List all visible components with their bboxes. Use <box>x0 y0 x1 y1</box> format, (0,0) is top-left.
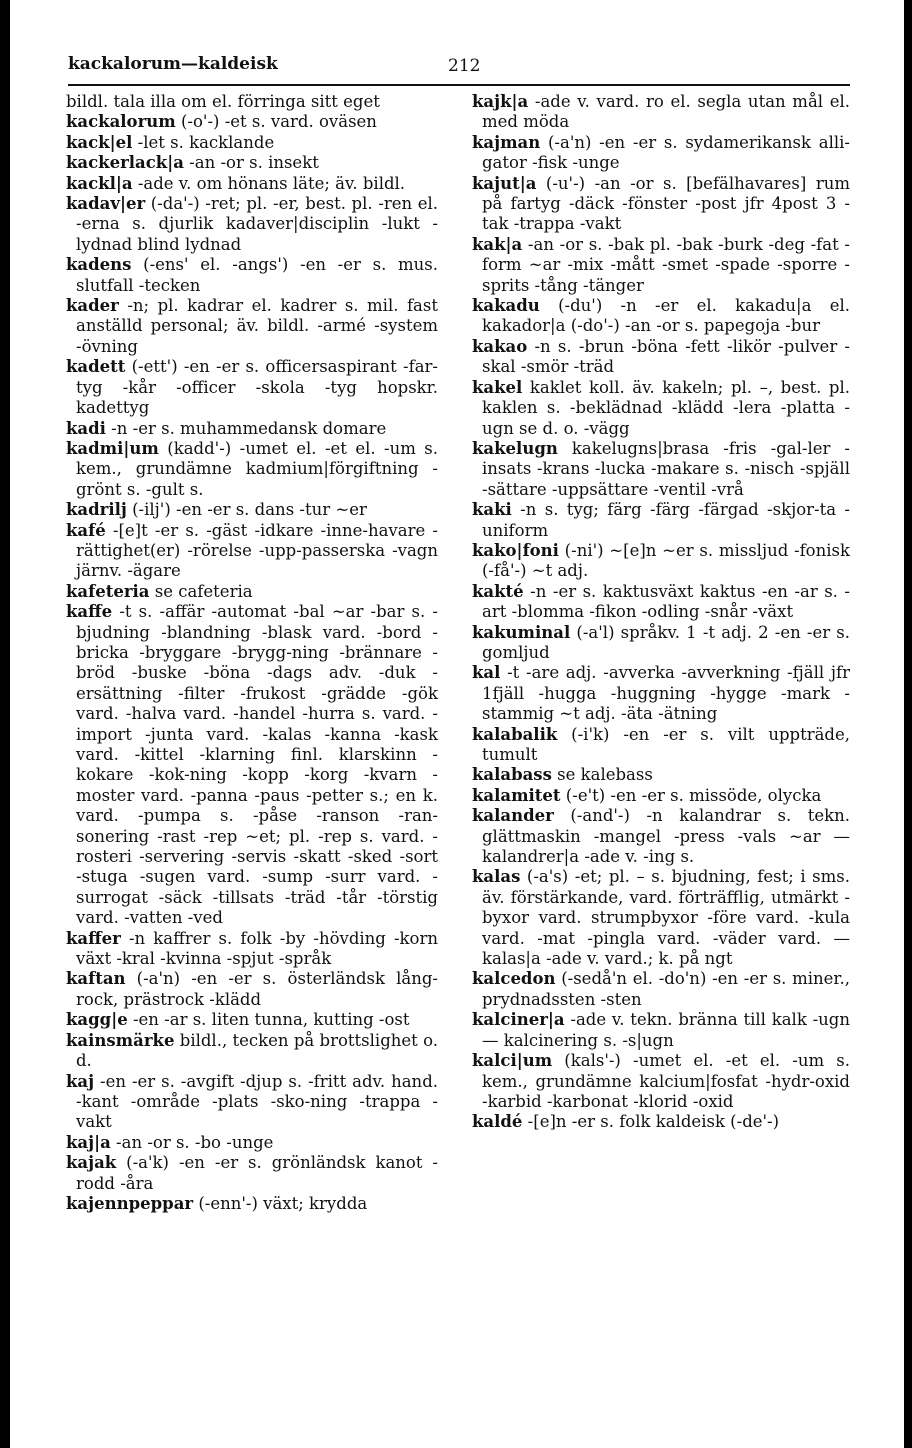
entry-headword: kaj <box>66 1071 95 1091</box>
entry-headword: kaffe <box>66 602 113 622</box>
dictionary-entry <box>66 1194 438 1214</box>
entry-headword: kaj|a <box>66 1132 111 1152</box>
entry-text: (-du') -n -er el. kakadu|a el. kakador|a (-do'-) -an -or s. papegoja -bur <box>482 296 850 336</box>
entry-text: -n -er s. kaktusväxt kaktus -en -ar s. -art -blomma -fikon -odling -snår -växt <box>482 581 850 622</box>
entry-headword: kalander <box>472 806 554 826</box>
dictionary-entry <box>66 92 438 112</box>
entry-text: (-a'n) -en -er s. sydamerikansk alli-gator -fisk -unge <box>482 132 850 173</box>
entry-headword: kagg|e <box>66 1010 128 1030</box>
entry-headword: kalas <box>472 867 521 887</box>
left-column <box>66 92 438 1214</box>
dictionary-entry <box>66 296 438 357</box>
entry-headword: kakelugn <box>472 438 558 458</box>
entry-text: (kadd'-) -umet el. -et el. -um s. kem., grundämne kadmium|förgiftning -grönt s. -gult s. <box>76 438 438 499</box>
entry-headword: kaftan <box>66 969 126 989</box>
entry-headword: kadrilj <box>66 500 127 520</box>
header-rule <box>68 84 850 86</box>
entry-text: (-enn'-) växt; krydda <box>193 1193 368 1213</box>
page-number: 212 <box>448 56 481 76</box>
entry-text: (-o'-) -et s. vard. oväsen <box>175 112 377 132</box>
entry-text: (-a'n) -en -er s. österländsk lång-rock, prästrock -klädd <box>76 969 438 1009</box>
entry-text: -en -er s. -avgift -djup s. -fritt adv. hand. -kant -område -plats -sko-ning -trappa -vakt <box>76 1071 438 1132</box>
entry-text: -n s. tyg; färg -färg -färgad -skjor-ta -uniform <box>482 500 850 540</box>
entry-headword: kakuminal <box>472 622 571 642</box>
entry-text: -en -ar s. liten tunna, kutting -ost <box>127 1010 410 1030</box>
page-header <box>68 54 852 80</box>
entry-headword: kaffer <box>66 928 121 948</box>
entry-headword: kalabalik <box>472 724 558 744</box>
dictionary-entry <box>472 296 850 337</box>
entry-headword: kainsmärke <box>66 1030 175 1050</box>
entry-text: (-da'-) -ret; pl. -er, best. pl. -ren el. -erna s. djurlik kadaver|disciplin -lukt -lydnad blind lydnad <box>76 194 438 254</box>
dictionary-entry <box>472 439 850 500</box>
entry-text: bildl. tala illa om el. förringa sitt eget <box>66 92 380 111</box>
dictionary-entry <box>472 541 850 582</box>
dictionary-entry <box>472 235 850 296</box>
scan-border-left <box>0 0 10 1448</box>
entry-text: (-sedå'n el. -do'n) -en -er s. miner., prydnadssten -sten <box>482 969 850 1009</box>
entry-text: (-a'l) språkv. 1 -t adj. 2 -en -er s. gomljud <box>482 622 850 662</box>
entry-text: (-a'k) -en -er s. grönländsk kanot -rodd -åra <box>76 1153 438 1193</box>
dictionary-entry <box>66 929 438 970</box>
entry-headword: kader <box>66 296 119 316</box>
dictionary-entry <box>472 786 850 806</box>
entry-text: (-ilj') -en -er s. dans -tur ~er <box>126 500 367 520</box>
entry-headword: kak|a <box>472 234 523 254</box>
entry-text: -an -or s. -bak pl. -bak -burk -deg -fat -form ~ar -mix -mått -smet -spade -sporre -sprits -tång -tänger <box>482 234 850 295</box>
entry-headword: kako|foni <box>472 540 559 560</box>
dictionary-entry <box>472 623 850 664</box>
dictionary-entry <box>66 969 438 1010</box>
dictionary-entry <box>66 1031 438 1072</box>
dictionary-entry <box>66 153 438 173</box>
entry-text: -n; pl. kadrar el. kadrer s. mil. fast anställd personal; äv. bildl. -armé -system -övning <box>76 296 438 356</box>
entry-text: bildl., tecken på brottslighet o. d. <box>76 1030 438 1071</box>
dictionary-entry <box>472 806 850 867</box>
entry-text: -[e]n -er s. folk kaldeisk (-de'-) <box>522 1112 780 1132</box>
entry-headword: kalci|um <box>472 1051 553 1071</box>
entry-headword: kalamitet <box>472 785 561 805</box>
entry-headword: kalabass <box>472 765 552 785</box>
entry-headword: kakel <box>472 377 523 397</box>
entry-text: -ade v. vard. ro el. segla utan mål el. med möda <box>482 92 850 132</box>
entry-text: (-a's) -et; pl. – s. bjudning, fest; i sms. äv. förstärkande, vard. förträfflig, utmärkt -byxor vard. strumpbyxor -före vard. -kula vard. -mat -pingla vard. -väder vard. — kalas|a -ade v. vard.; k. på ngt <box>482 867 850 969</box>
entry-headword: kadi <box>66 418 106 438</box>
dictionary-entry <box>66 112 438 132</box>
entry-headword: kalciner|a <box>472 1010 565 1030</box>
dictionary-entry <box>66 1072 438 1133</box>
dictionary-entry <box>472 969 850 1010</box>
dictionary-entry <box>66 582 438 602</box>
entry-text: -n s. -brun -böna -fett -likör -pulver -skal -smör -träd <box>482 336 850 377</box>
entry-text: (-e't) -en -er s. missöde, olycka <box>560 785 822 805</box>
entry-text: -n -er s. muhammedansk domare <box>105 418 387 438</box>
entry-headword: kajman <box>472 132 541 152</box>
entry-headword: kajk|a <box>472 92 529 111</box>
entry-headword: kackl|a <box>66 173 133 193</box>
entry-headword: kakté <box>472 581 524 601</box>
entry-text: (-ett') -en -er s. officersaspirant -far-tyg -kår -officer -skola -tyg hopskr. kadettyg <box>76 357 438 418</box>
dictionary-entry <box>472 867 850 969</box>
entry-headword: kack|el <box>66 132 133 152</box>
entry-text: -t -are adj. -avverka -avverkning -fjäll jfr 1fjäll -hugga -huggning -hygge -mark -stammig ~t adj. -äta -ätning <box>482 663 850 724</box>
entry-headword: kajak <box>66 1153 117 1173</box>
dictionary-entry <box>472 725 850 766</box>
dictionary-entry <box>66 419 438 439</box>
entry-headword: kajennpeppar <box>66 1193 194 1213</box>
entry-text: kaklet koll. äv. kakeln; pl. –, best. pl. kaklen s. -beklädnad -klädd -lera -platta -ugn se d. o. -vägg <box>482 377 850 438</box>
dictionary-entry <box>472 663 850 724</box>
entry-headword: kadmi|um <box>66 438 159 458</box>
dictionary-entry <box>66 1010 438 1030</box>
entry-text: -an -or s. insekt <box>183 153 319 173</box>
entry-text: kakelugns|brasa -fris -gal-ler -insats -krans -lucka -makare s. -nisch -spjäll -sättare -uppsättare -ventil -vrå <box>482 438 850 499</box>
entry-headword: kajut|a <box>472 173 537 193</box>
entry-text: (-u'-) -an -or s. [befälhavares] rum på fartyg -däck -fönster -post jfr 4post 3 -tak -trappa -vakt <box>482 173 850 234</box>
entry-headword: kalcedon <box>472 969 556 989</box>
entry-text: se kalebass <box>551 765 653 785</box>
entry-headword: kadett <box>66 357 126 377</box>
entry-headword: kaldé <box>472 1112 523 1132</box>
dictionary-entry <box>66 255 438 296</box>
dictionary-entry <box>66 357 438 418</box>
dictionary-entry <box>66 521 438 582</box>
dictionary-entry <box>472 133 850 174</box>
dictionary-entry <box>66 602 438 929</box>
entry-text: -let s. kacklande <box>132 132 275 152</box>
dictionary-entry <box>472 1051 850 1112</box>
dictionary-entry <box>66 194 438 255</box>
entry-text: -n kaffrer s. folk -by -hövding -korn växt -kral -kvinna -spjut -språk <box>76 928 438 969</box>
dictionary-entry <box>472 582 850 623</box>
entry-text: -an -or s. -bo -unge <box>110 1132 274 1152</box>
running-head: kackalorum—kaldeisk <box>68 54 278 74</box>
entry-text: (-and'-) -n kalandrar s. tekn. glättmaskin -mangel -press -vals ~ar — kalandrer|a -ade v. -ing s. <box>482 806 850 867</box>
dictionary-entry <box>66 133 438 153</box>
entry-headword: kakadu <box>472 296 540 316</box>
dictionary-entry <box>472 1010 850 1051</box>
scan-border-right <box>904 0 912 1448</box>
entry-headword: kal <box>472 663 501 683</box>
entry-headword: kafeteria <box>66 581 150 601</box>
entry-text: (-ens' el. -angs') -en -er s. mus. slutfall -tecken <box>76 255 438 295</box>
dictionary-entry <box>472 500 850 541</box>
entry-headword: kakao <box>472 336 528 356</box>
entry-text: -[e]t -er s. -gäst -idkare -inne-havare -rättighet(er) -rörelse -upp-passerska -vagn järnv. -ägare <box>76 520 438 581</box>
entry-headword: kadens <box>66 255 132 275</box>
dictionary-entry <box>472 174 850 235</box>
dictionary-entry <box>66 1153 438 1194</box>
dictionary-entry <box>472 378 850 439</box>
right-column <box>472 92 850 1133</box>
entry-text: -ade v. om hönans läte; äv. bildl. <box>132 173 406 193</box>
dictionary-entry <box>66 1133 438 1153</box>
entry-headword: kafé <box>66 520 106 540</box>
entry-text: (kals'-) -umet el. -et el. -um s. kem., grundämne kalcium|fosfat -hydr-oxid -karbid -karbonat -klorid -oxid <box>482 1051 850 1111</box>
dictionary-entry <box>472 337 850 378</box>
dictionary-entry <box>472 765 850 785</box>
entry-text: (-ni') ~[e]n ~er s. missljud -fonisk (-få'-) ~t adj. <box>482 540 850 581</box>
entry-text: se cafeteria <box>149 581 253 601</box>
dictionary-entry <box>472 1112 850 1132</box>
entry-text: -ade v. tekn. bränna till kalk -ugn — kalcinering s. -s|ugn <box>482 1010 850 1050</box>
dictionary-entry <box>66 500 438 520</box>
entry-headword: kadav|er <box>66 194 146 214</box>
entry-headword: kackalorum <box>66 112 176 132</box>
entry-text: -t s. -affär -automat -bal ~ar -bar s. -bjudning -blandning -blask vard. -bord -bricka -bryggare -brygg-ning -brännare -bröd -buske -böna -dags adv. -duk -ersättning -filter -frukost -grädde -gök vard. -halva vard. -handel -hurra s. vard. -import -junta vard. -kalas -kanna -kask vard. -kittel -klarning finl. klarskinn -kokare -kok-ning -kopp -korg -kvarn -moster vard. -panna -paus -petter s.; en k. vard. -pumpa s. -påse -ranson -ran-sonering -rast -rep ~et; pl. -rep s. vard. -rosteri -servering -servis -skatt -sked -sort -stuga -sugen vard. -sump -surr vard. -surrogat -säck -tillsats -träd -tår -törstig vard. -vatten -ved <box>76 602 438 928</box>
entry-headword: kackerlack|a <box>66 153 184 173</box>
dictionary-entry <box>472 92 850 133</box>
dictionary-entry <box>66 174 438 194</box>
dictionary-entry <box>66 439 438 500</box>
entry-headword: kaki <box>472 500 512 520</box>
entry-text: (-i'k) -en -er s. vilt uppträde, tumult <box>482 724 850 764</box>
